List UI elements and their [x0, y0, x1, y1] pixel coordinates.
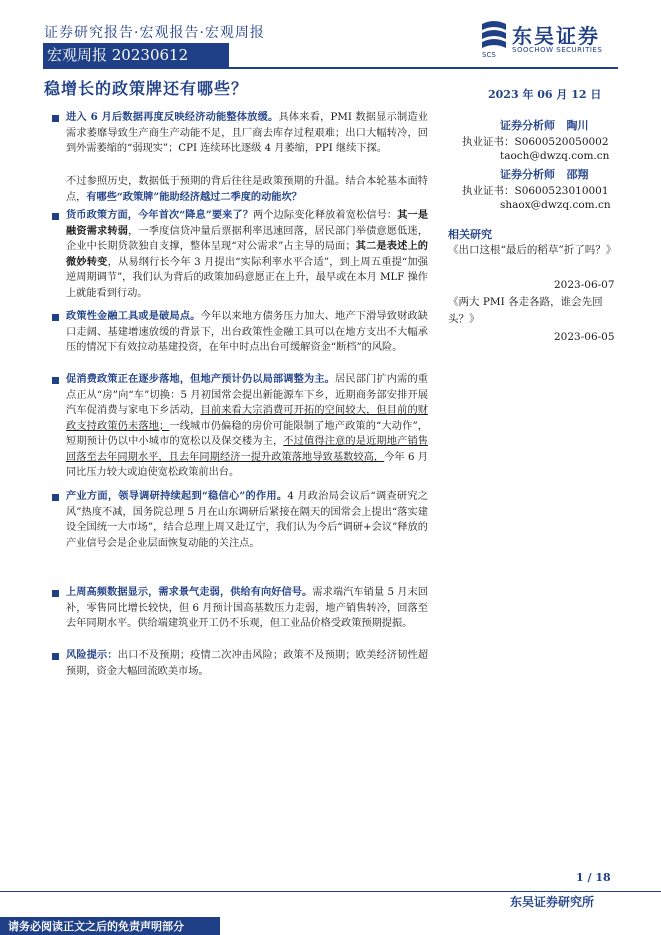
paragraph-momentum: 进入 6 月后数据再度反映经济动能整体放缓。具体来看，PMI 数据显示制造业需求萎靡导致生产商生产动能不足，且厂商去库存过程艰难；出口大幅转冷，回到外需萎缩的“弱现实”；CPI 连续环比逐级 4 月萎缩，PPI 继续下探。: [66, 111, 428, 154]
bullet-icon: [52, 653, 59, 660]
bullet-icon: [52, 494, 59, 501]
logo-mark-text: SCS: [482, 51, 496, 58]
analyst-1-name: 陶川: [566, 119, 589, 132]
paragraph-high-frequency: 上周高频数据显示，需求景气走弱，供给有向好信号。需求端汽车销量 5 月末回补，零售同比增长较快，但 6 月预计国高基数压力走弱，地产销售转冷，回落至去年同期水平。供给端建筑业开工仍不乐观，但工业品价格受政策预期提振。: [66, 586, 428, 629]
paragraph-industry: 产业方面，领导调研持续起到“稳信心”的作用。4 月政治局会议后“调查研究之风”热度不减，国务院总理 5 月在山东调研后紧接在隔天的国常会上提出“落实建设全国统一大市场”，结合总理上周又赴辽宁，我们认为今后“调研+会议”释放的产业信号会是企业层面恢复动能的关注点。: [66, 490, 428, 549]
analyst-2-cert: 执业证书：S0600523010001: [462, 185, 609, 197]
disclaimer-banner: [0, 917, 220, 935]
bullet-icon: [52, 377, 59, 384]
analyst-2-role: 证券分析师 邵翔: [500, 168, 589, 181]
bullet-icon: [52, 115, 59, 122]
paragraph-risk: 风险提示：出口不及预期；疫情二次冲击风险；政策不及预期；欧美经济韧性超预期，资金大幅回流欧美市场。: [66, 649, 429, 677]
paragraph-consumption: 促消费政策正在逐步落地，但地产预计仍以局部调整为主。居民部门扩内需的重点正从“房”向“车”切换：5 月初国常会提出新能源车下乡，近期商务部安排开展汽车促消费与家电下乡活动，目前来看大宗消费可开拓的空间较大，但目前的财政支持政策仍未落地；一线城市仍偏稳的房价可能限制了地产政策的“大动作”，短期预计仍以中小城市的宽松以及保交楼为主，不过值得注意的是近期地产销售回落至去年同期水平，且去年同期经济一提升政策落地导致基数较高，今年 6 月同比压力较大或迫使宽松政策前出台。: [66, 373, 428, 478]
paragraph-monetary-policy: 货币政策方面，今年首次“降息”要来了？两个边际变化释放着宽松信号：其一是融资需求转弱，一季度信贷冲量后票据利率迅速回落，居民部门举债意愿低迷，企业中长期贷款独自支撑，整体呈现“对公需求”占主导的局面；其二是表述上的微妙转变，从易纲行长今年 3 月提出“实际利率水平合适”，到上周五重提“加强逆周期调节”，我们认为背后的政策加码意愿正在上升，最早或在本月 MLF 操作上就能看到行动。: [66, 209, 429, 299]
analyst-1-cert: 执业证书：S0600520050002: [462, 136, 609, 148]
footer-institute: 东吴证券研究所: [510, 895, 595, 909]
header-divider: [43, 67, 618, 69]
related-item-1-date: 2023-06-07: [554, 279, 615, 291]
disclaimer-text: 请务必阅读正文之后的免责声明部分: [8, 920, 184, 933]
related-research-heading: 相关研究: [448, 228, 492, 241]
logo-text-cn: 东吴证券: [512, 24, 600, 48]
related-item-2-title[interactable]: 《两大 PMI 各走各路，谁会先回头？》: [448, 296, 603, 325]
paragraph-policy-expectation: 不过参照历史，数据低于预期的背后往往是政策预期的升温。结合本轮基本面特点，有哪些“政策牌”能助经济越过二季度的动能坎？: [66, 176, 428, 203]
analyst-2-name: 邵翔: [566, 168, 589, 181]
footer-divider: [0, 891, 661, 892]
logo-text-en: SOOCHOW SECURITIES: [512, 46, 603, 54]
related-item-2-date: 2023-06-05: [554, 331, 615, 343]
bullet-icon: [52, 590, 59, 597]
page-number: 1 / 18: [576, 871, 611, 884]
analyst-2-email[interactable]: shaox@dwzq.com.cn: [500, 199, 611, 211]
analyst-1-role: 证券分析师 陶川: [500, 119, 589, 132]
headline: 稳增长的政策牌还有哪些？: [44, 79, 249, 98]
related-item-1-title[interactable]: 《出口这根“最后的稻草”折了吗？》: [448, 244, 617, 256]
company-logo: [478, 18, 618, 62]
report-date: 2023 年 06 月 12 日: [488, 88, 602, 101]
report-title: 宏观周报 20230612: [43, 43, 229, 67]
bullet-icon: [52, 314, 59, 321]
bullet-icon: [52, 213, 59, 220]
paragraph-financial-tools: 政策性金融工具或是破局点。今年以来地方债务压力加大、地产下滑导致财政缺口走阔、基建增速放缓的背景下，出台政策性金融工具可以在地方支出不大幅承压的情况下有效拉动基建投资，在年中时点出台可缓解资金“断档”的风险。: [66, 310, 428, 353]
analyst-1-email[interactable]: taoch@dwzq.com.cn: [500, 150, 610, 162]
breadcrumb: 证券研究报告·宏观报告·宏观周报: [44, 25, 265, 41]
logo-mark-icon: [478, 18, 510, 58]
